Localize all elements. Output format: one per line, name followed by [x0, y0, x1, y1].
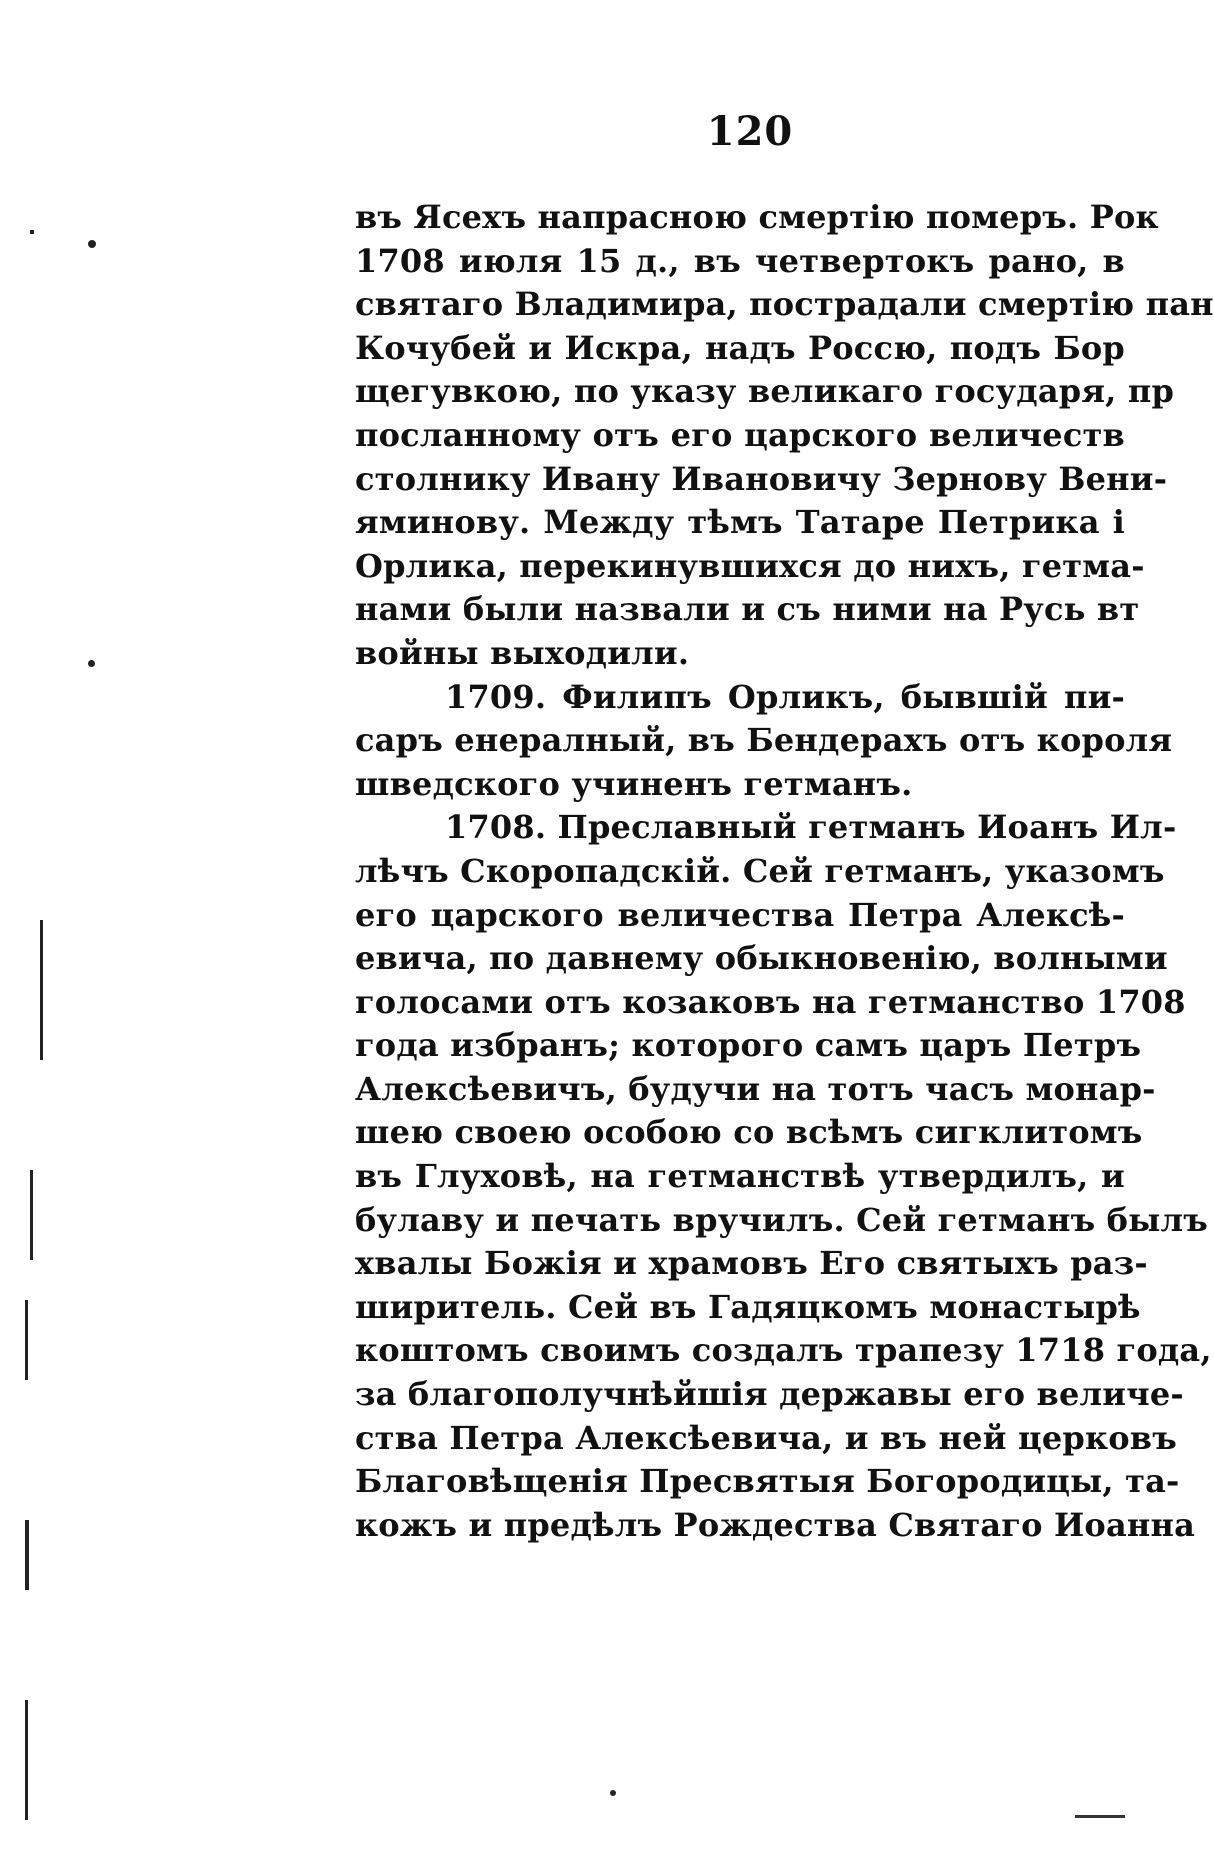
text-line: Алексѣевичъ, будучи на тотъ часъ монар-: [355, 1069, 1156, 1108]
text-line: кожъ и предѣлъ Рождества Святаго Иоанна: [355, 1505, 1196, 1544]
text-line: ства Петра Алексѣевича, и въ ней церковъ: [355, 1418, 1177, 1457]
text-line: Благовѣщенія Пресвятыя Богородицы, та-: [355, 1462, 1180, 1501]
text-line: Орлика, перекинувшихся до нихъ, гетма-: [355, 546, 1145, 585]
scan-artifact: [25, 1700, 28, 1820]
text-line: за благополучнѣйшія державы его величе-: [355, 1375, 1184, 1414]
text-body: [355, 196, 1214, 1547]
text-line: столнику Ивану Ивановичу Зернову Вени-: [355, 459, 1168, 498]
scan-artifact: [88, 660, 95, 667]
text-line: булаву и печать вручилъ. Сей гетманъ былъ: [355, 1200, 1208, 1239]
text-line: ширитель. Сей въ Гадяцкомъ монастырѣ: [355, 1287, 1141, 1326]
text-line: хвалы Божія и храмовъ Его святыхъ раз-: [355, 1244, 1148, 1283]
text-line: яминову. Между тѣмъ Татаре Петрика і: [355, 503, 1125, 542]
scan-artifact: [25, 1520, 29, 1590]
text-line: нами были назвали и съ ними на Русь вт: [355, 590, 1140, 629]
text-line: шею своею особою со всѣмъ сигклитомъ: [355, 1113, 1143, 1152]
text-line: голосами отъ козаковъ на гетманство 1708: [355, 982, 1186, 1021]
text-line: щегувкою, по указу великаго государя, пр: [355, 372, 1175, 411]
text-line: евича, по давнему обыкновенію, волными: [355, 939, 1168, 978]
scan-artifact: [30, 230, 34, 234]
text-line: войны выходили.: [355, 633, 690, 672]
text-line: Кочубей и Искра, надъ Россю, подъ Бор: [355, 328, 1125, 367]
text-line: его царского величества Петра Алексѣ-: [355, 895, 1125, 934]
text-line: 1709. Филипъ Орликъ, бывшій пи-: [445, 677, 1125, 716]
scan-artifact: [25, 1300, 28, 1380]
text-line: посланному отъ его царского величеств: [355, 415, 1125, 454]
text-line: въ Ясехъ напрасною смертію померъ. Рок: [355, 198, 1159, 236]
scan-artifact: [88, 240, 96, 248]
text-line: святаго Владимира, пострадали смертію пан: [355, 285, 1214, 324]
text-line: лѣчъ Скоропадскій. Сей гетманъ, указомъ: [355, 851, 1165, 890]
text-line: года избранъ; которого самъ царъ Петръ: [355, 1026, 1142, 1065]
scan-artifact: [610, 1790, 616, 1796]
text-line: въ Глуховѣ, на гетманствѣ утвердилъ, и: [355, 1157, 1125, 1196]
text-line: 1708 июля 15 д., въ четвертокъ рано, в: [355, 241, 1125, 280]
text-line: 1708. Преславный гетманъ Иоанъ Ил-: [445, 808, 1177, 847]
text-line: саръ енералный, въ Бендерахъ отъ короля: [355, 721, 1173, 760]
text-line: шведского учиненъ гетманъ.: [355, 764, 913, 803]
bottom-rule: [1075, 1815, 1125, 1818]
scan-artifact: [30, 1170, 33, 1260]
page-number: 120: [706, 108, 794, 155]
scan-artifact: [40, 920, 43, 1060]
text-line: коштомъ своимъ создалъ трапезу 1718 года,: [355, 1331, 1212, 1370]
